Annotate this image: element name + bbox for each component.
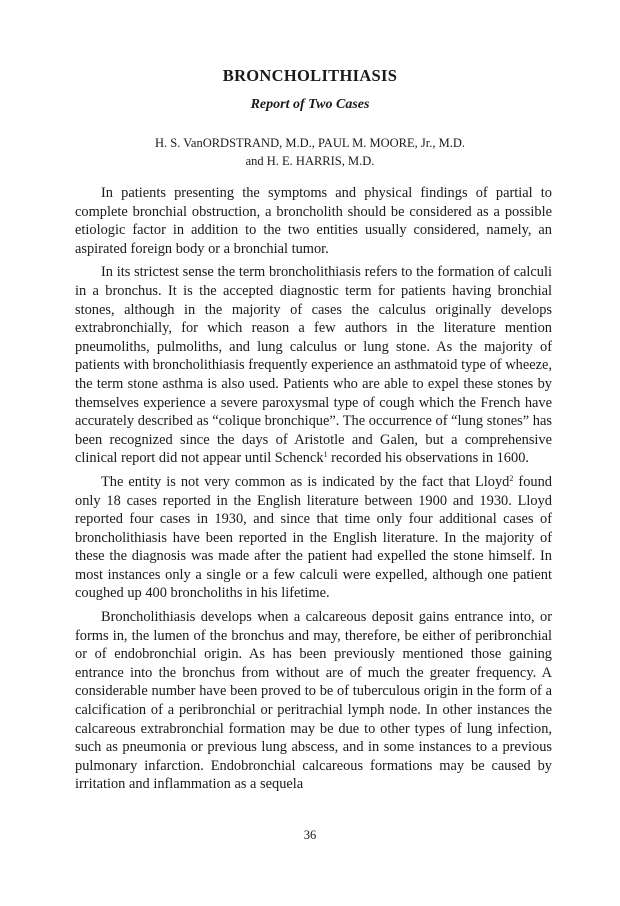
authors-line-1: H. S. VanORDSTRAND, M.D., PAUL M. MOORE, Jr., M.D. bbox=[155, 136, 465, 150]
paragraph-4: Broncholithiasis develops when a calcareous deposit gains entrance into, or forms in, the lumen of the bronchus and may, therefore, be either of peribronchial or of endobronchial origin. As has been previously mentioned those gaining entrance into the bronchus from without are of much the greater frequency. A considerable number have been proved to be of tuberculous origin in the form of a calcification of a peribronchial or peritrachial lymph node. In other instances the calcareous extrabronchial formation may be due to other types of lung infection, such as pneumonia or previous lung abscess, and in some instances to a previous pulmonary infarction. Endobronchial calcareous formations may be caused by irritation and inflammation as a sequela bbox=[75, 609, 552, 793]
paragraph-2-text-end: recorded his observations in 1600. bbox=[327, 450, 529, 467]
authors-line-2: and H. E. HARRIS, M.D. bbox=[245, 154, 375, 168]
paragraph-2-text: In its strictest sense the term broncholithiasis refers to the formation of calculi in a bronchus. It is the accepted diagnostic term for patients having bronchial stones, although in the majority of cases the calculus originally develops extrabronchially, for which reason a few authors in the literature mention pneumoliths, pulmoliths, and lung calculus or lung stone. As the majority of patients with broncholithiasis frequently experience an asthmatoid type of wheeze, the term stone asthma is also used. Patients who are able to expel these stones by themselves experience a severe paroxysmal type of cough which the French have accurately described as “colique bronchique”. The occurrence of “lung stones” has been recognized since the days of Aristotle and Galen, but a comprehensive clinical report did not appear until Schenck bbox=[75, 264, 552, 467]
paragraph-3-text-end: found only 18 cases reported in the English literature between 1900 and 1930. Lloyd reported four cases in 1930, and since that time only four additional cases of broncholithiasis have been reported in the English literature. In the majority of these the diagnosis was made after the patient had expelled the stone himself. In most instances only a single or a few calculi were expelled, although one patient coughed up 400 broncholiths in his lifetime. bbox=[75, 473, 553, 602]
paragraph-2 bbox=[75, 263, 552, 468]
paragraph-3 bbox=[75, 473, 552, 603]
article-subtitle: Report of Two Cases bbox=[250, 97, 370, 112]
reference-2: 2 bbox=[509, 473, 514, 483]
paragraph-1: In patients presenting the symptoms and physical findings of partial to complete bronchial obstruction, a broncholith should be considered as a possible etiologic factor in addition to the two entities usually considered, namely, an aspirated foreign body or a bronchial tumor. bbox=[75, 185, 552, 257]
page-number: 36 bbox=[303, 828, 317, 842]
reference-1: 1 bbox=[323, 450, 328, 460]
author-block bbox=[0, 134, 620, 170]
article-body bbox=[75, 184, 552, 794]
paragraph-3-text: The entity is not very common as is indicated by the fact that Lloyd bbox=[101, 473, 510, 490]
article-title: BRONCHOLITHIASIS bbox=[222, 66, 398, 85]
